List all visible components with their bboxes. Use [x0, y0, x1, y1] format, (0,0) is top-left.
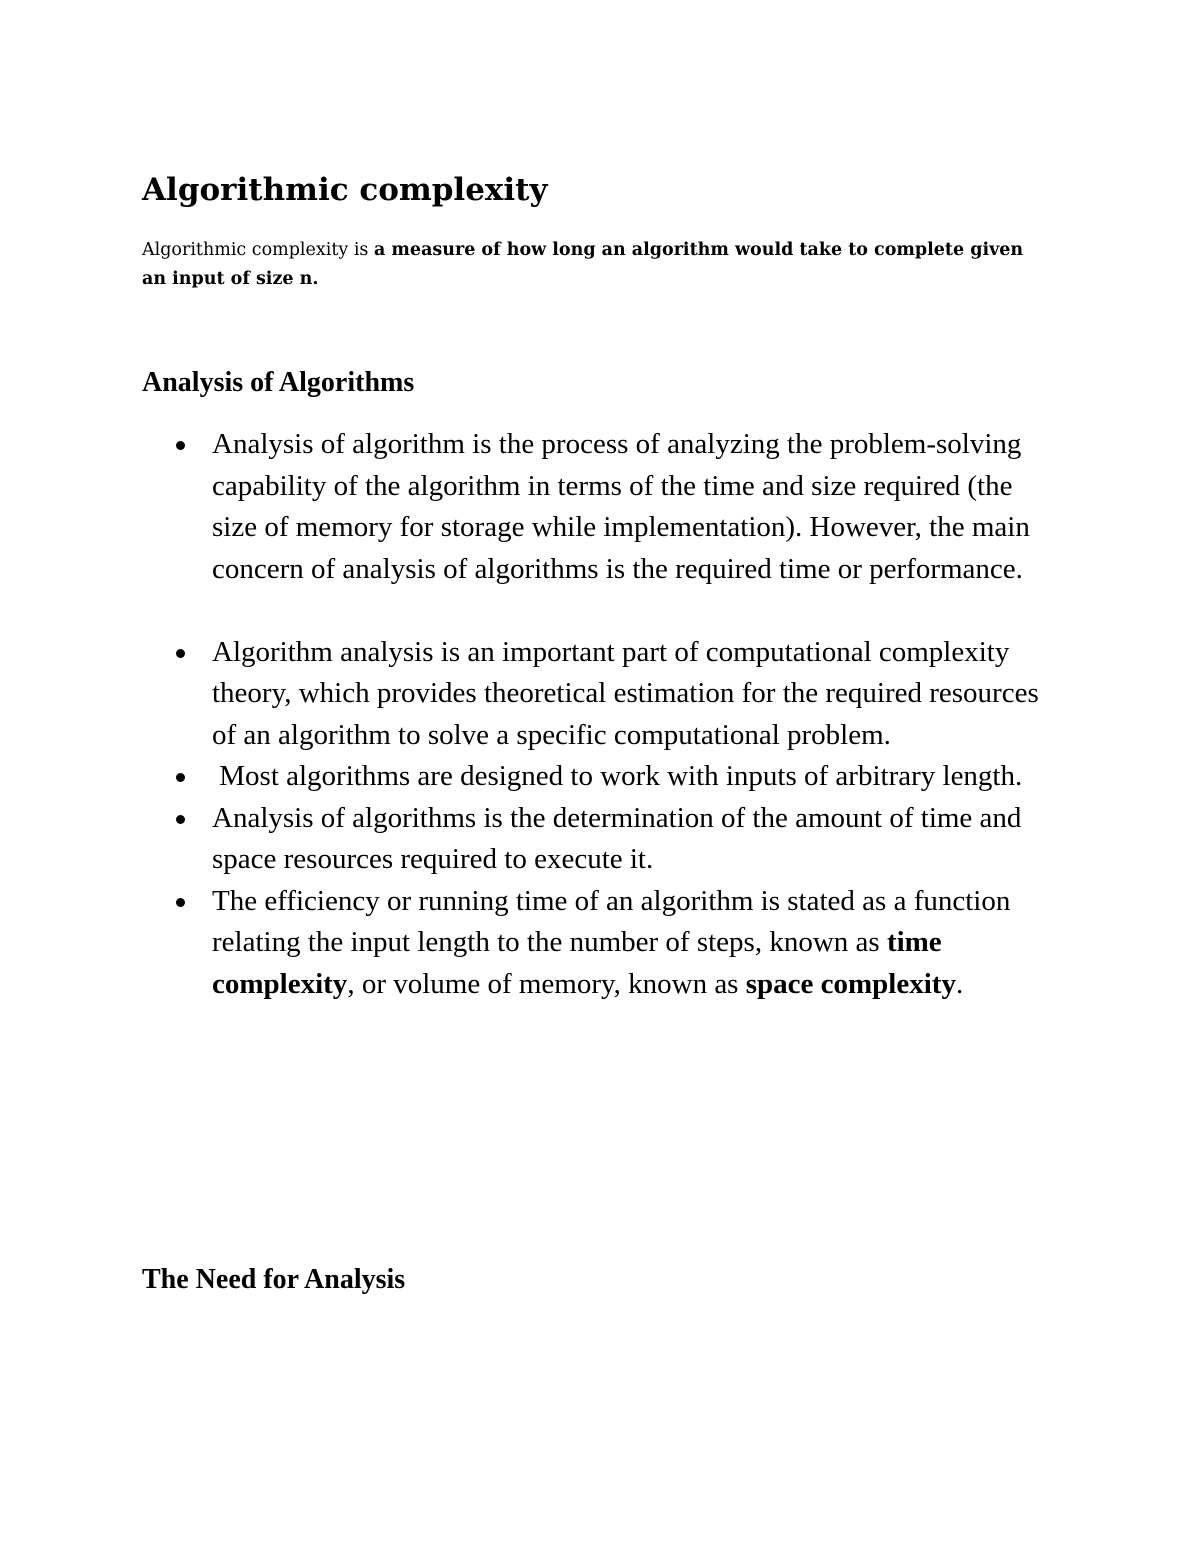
bullet-dot-icon [176, 898, 185, 907]
list-item [212, 424, 1062, 590]
bullet-list [212, 424, 1062, 1005]
list-item-text: Analysis of algorithm is the process of analyzing the problem-solving capability of the algorithm in terms of the time and size required (the size of memory for storage while implementation). However, the main concern of analysis of algorithms is the required time or performance. [212, 428, 1030, 585]
bullet-dot-icon [176, 773, 185, 782]
page-title: Algorithmic complexity [142, 172, 548, 208]
term-space-complexity: space complexity [745, 967, 956, 1000]
bullet-dot-icon [176, 441, 185, 450]
list-item-text: Algorithm analysis is an important part of computational complexity theory, which provides theoretical estimation for the required resources of an algorithm to solve a specific computational problem. [212, 635, 1039, 751]
list-item [212, 881, 1062, 1006]
section-heading-analysis: Analysis of Algorithms [142, 367, 415, 398]
intro-bold-text: a measure of how long an algorithm would take to complete given an input of size n. [142, 240, 1024, 289]
list-item-text-part: . [955, 967, 964, 1000]
intro-lead-text: Algorithmic complexity is [142, 240, 374, 260]
bullet-dot-icon [176, 649, 185, 658]
list-item [212, 756, 1062, 798]
intro-paragraph [142, 236, 1042, 294]
list-item-text: Most algorithms are designed to work with inputs of arbitrary length. [212, 760, 1023, 792]
term-time-complexity: time complexity [212, 926, 942, 1000]
list-item-text-part: , or volume of memory, known as [347, 967, 746, 1000]
bullet-dot-icon [176, 815, 185, 824]
list-item-text: Analysis of algorithms is the determination of the amount of time and space resources required to execute it. [212, 801, 1022, 875]
section-heading-need-for-analysis: The Need for Analysis [142, 1264, 406, 1295]
list-item-text-part: The efficiency or running time of an algorithm is stated as a function relating the input length to the number of steps, known as [212, 884, 1011, 958]
list-item [212, 632, 1062, 757]
list-item [212, 798, 1062, 881]
